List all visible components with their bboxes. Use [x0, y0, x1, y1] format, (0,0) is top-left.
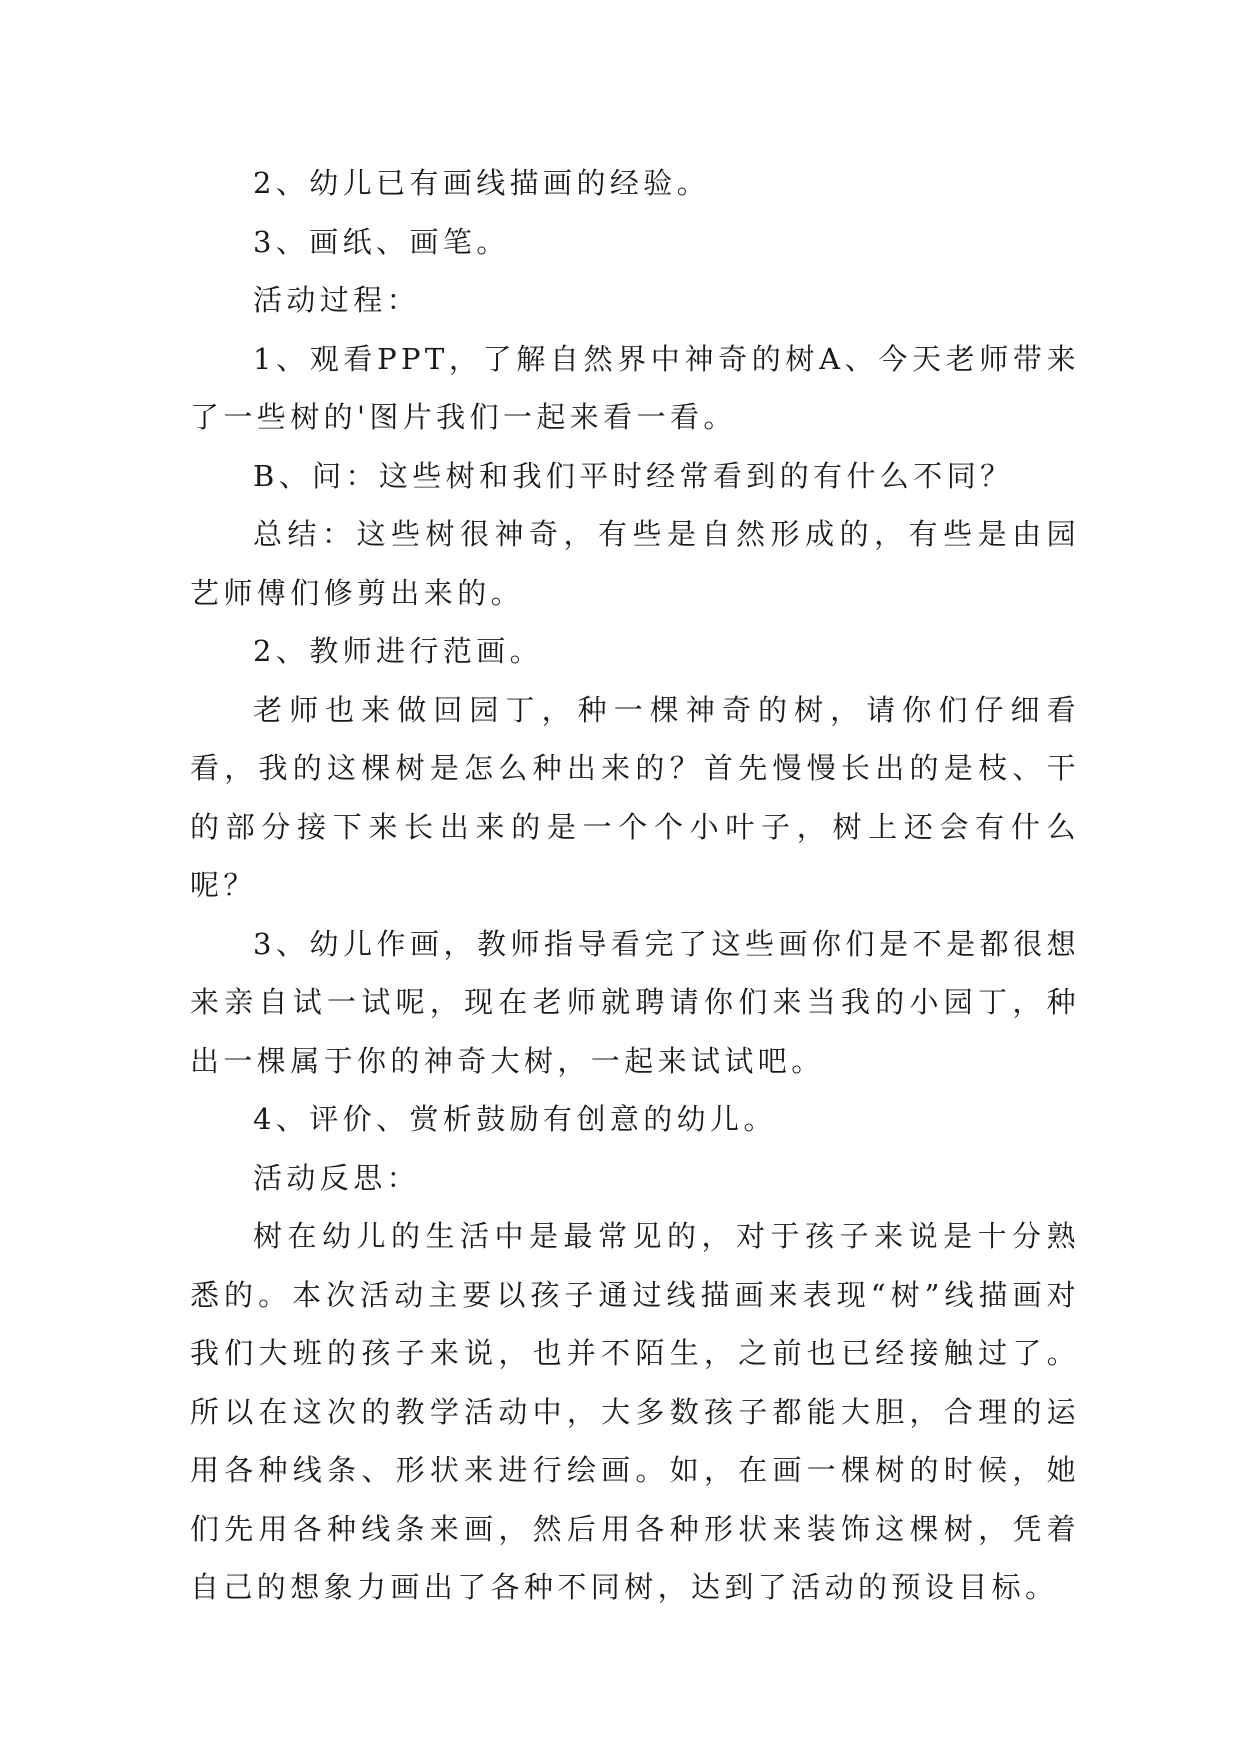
- paragraph-step-2: 2、教师进行范画。: [253, 634, 544, 668]
- document-body: [190, 154, 1080, 1617]
- paragraph-step-2-detail: 老师也来做回园丁，种一棵神奇的树，请你们仔细看看，我的这棵树是怎么种出来的？首先慢慢长出的是枝、干的部分接下来长出来的是一个个小叶子，树上还会有什么呢？: [190, 692, 1080, 902]
- paragraph-prior-experience: 2、幼儿已有画线描画的经验。: [253, 166, 711, 200]
- paragraph-step-4: 4、评价、赏析鼓励有创意的幼儿。: [253, 1102, 777, 1136]
- paragraph-step-1-question: B、问：这些树和我们平时经常看到的有什么不同？: [253, 458, 1014, 493]
- paragraph-step-1-summary: 总结：这些树很神奇，有些是自然形成的，有些是由园艺师傅们修剪出来的。: [190, 517, 1080, 610]
- paragraph-reflection: 树在幼儿的生活中是最常见的，对于孩子来说是十分熟悉的。本次活动主要以孩子通过线描画来表现“树”线描画对我们大班的孩子来说，也并不陌生，之前也已经接触过了。所以在这次的教学活动中，大多数孩子都能大胆，合理的运用各种线条、形状来进行绘画。如，在画一棵树的时候，她们先用各种线条来画，然后用各种形状来装饰这棵树，凭着自己的想象力画出了各种不同树，达到了活动的预设目标。: [190, 1219, 1080, 1604]
- heading-activity-reflection: 活动反思：: [253, 1160, 421, 1195]
- paragraph-step-3: 3、幼儿作画，教师指导看完了这些画你们是不是都很想来亲自试一试呢，现在老师就聘请你们来当我的小园丁，种出一棵属于你的神奇大树，一起来试试吧。: [190, 926, 1080, 1078]
- heading-activity-process: 活动过程：: [253, 283, 421, 317]
- paragraph-materials: 3、画纸、画笔。: [253, 224, 510, 259]
- paragraph-step-1: 1、观看PPT，了解自然界中神奇的树A、今天老师带来了一些树的'图片我们一起来看一看。: [190, 341, 1080, 434]
